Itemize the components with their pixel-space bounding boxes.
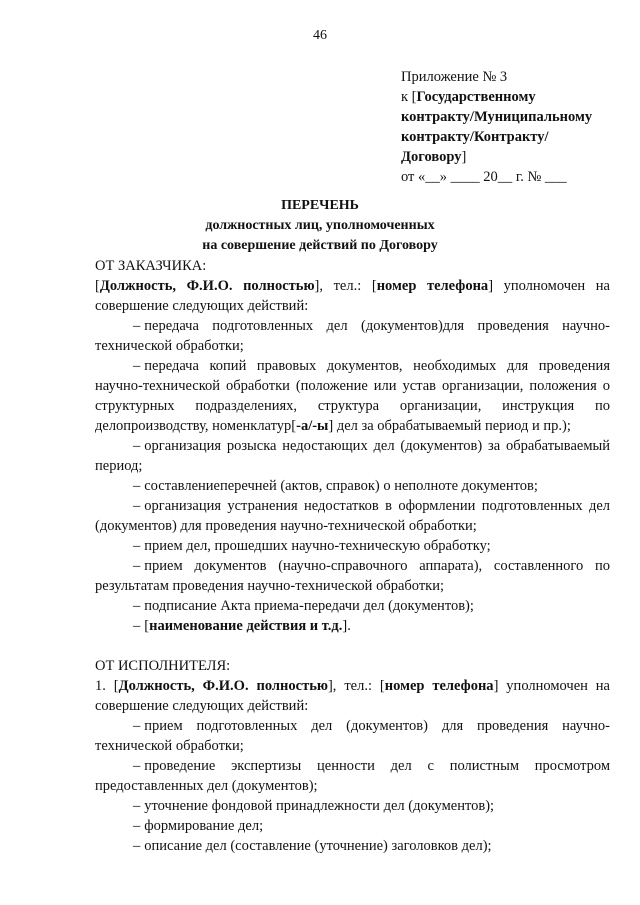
appendix-block xyxy=(401,67,631,187)
document-title xyxy=(0,196,640,256)
appendix-bold-text: Договору xyxy=(401,149,462,165)
list-item: – передача копий правовых документов, необходимых для проведения научно-технической обработки (положение или устав организации, положения о структурных подразделениях, структура организации, инструкция по делопроизводству, номенклатур[-а/-ы] дел за обрабатываемый период и пр.); xyxy=(95,358,610,434)
contractor-position-placeholder: Должность, Ф.И.О. полностью xyxy=(118,678,328,694)
list-item: – организация розыска недостающих дел (документов) за обрабатываемый период; xyxy=(95,438,610,474)
customer-intro: [Должность, Ф.И.О. полностью], тел.: [номер телефона] уполномочен на совершение следующих действий: xyxy=(95,278,610,314)
section-heading-contractor: ОТ ИСПОЛНИТЕЛЯ: xyxy=(95,658,231,674)
contractor-intro: 1. [Должность, Ф.И.О. полностью], тел.: [номер телефона] уполномочен на совершение следующих действий: xyxy=(95,678,610,714)
customer-intro-text: ] уполномочен на совершение следующих действий: xyxy=(95,278,610,314)
appendix-text: ] xyxy=(461,149,467,165)
appendix-line xyxy=(401,87,631,107)
list-item: – составлениеперечней (актов, справок) о неполноте документов; xyxy=(133,478,538,494)
contractor-phone-placeholder: номер телефона xyxy=(384,678,494,694)
customer-phone-placeholder: номер телефона xyxy=(376,278,489,294)
appendix-line: Приложение № 3 xyxy=(401,69,508,85)
title-line: должностных лиц, уполномоченных xyxy=(205,218,435,233)
list-item: – прием документов (научно-справочного аппарата), составленного по результатам проведения научно-технической обработки; xyxy=(95,558,610,594)
appendix-text: к [ xyxy=(401,89,417,105)
section-spacer xyxy=(95,636,610,656)
appendix-line xyxy=(401,147,631,167)
appendix-line: контракту/Контракту/ xyxy=(401,129,549,145)
list-item: – проведение экспертизы ценности дел с полистным просмотром предоставленных дел (документов); xyxy=(95,758,610,794)
customer-position-placeholder: Должность, Ф.И.О. полностью xyxy=(99,278,315,294)
list-item: – организация устранения недостатков в оформлении подготовленных дел (документов) для проведения научно-технической обработки; xyxy=(95,498,610,534)
list-item: – прием подготовленных дел (документов) для проведения научно-технической обработки; xyxy=(95,718,610,754)
list-item: – описание дел (составление (уточнение) заголовков дел); xyxy=(133,838,492,854)
page-number: 46 xyxy=(313,28,327,43)
list-item: – прием дел, прошедших научно-техническую обработку; xyxy=(133,538,491,554)
appendix-bold-text: Государственному xyxy=(416,89,536,105)
list-item: – формирование дел; xyxy=(133,818,264,834)
section-heading-customer: ОТ ЗАКАЗЧИКА: xyxy=(95,258,207,274)
appendix-line: контракту/Муниципальному xyxy=(401,109,593,125)
list-item: – передача подготовленных дел (документов)для проведения научно-технической обработки; xyxy=(95,318,610,354)
customer-intro-text: ], тел.: [ xyxy=(314,278,377,294)
list-item: – уточнение фондовой принадлежности дел (документов); xyxy=(133,798,495,814)
title-line: на совершение действий по Договору xyxy=(202,238,438,253)
appendix-date-line: от «__» ____ 20__ г. № ___ xyxy=(401,169,567,185)
list-item: – подписание Акта приема-передачи дел (документов); xyxy=(133,598,474,614)
document-body xyxy=(95,256,610,856)
title-line: ПЕРЕЧЕНЬ xyxy=(281,198,359,213)
list-item: – [наименование действия и т.д.]. xyxy=(133,618,351,634)
